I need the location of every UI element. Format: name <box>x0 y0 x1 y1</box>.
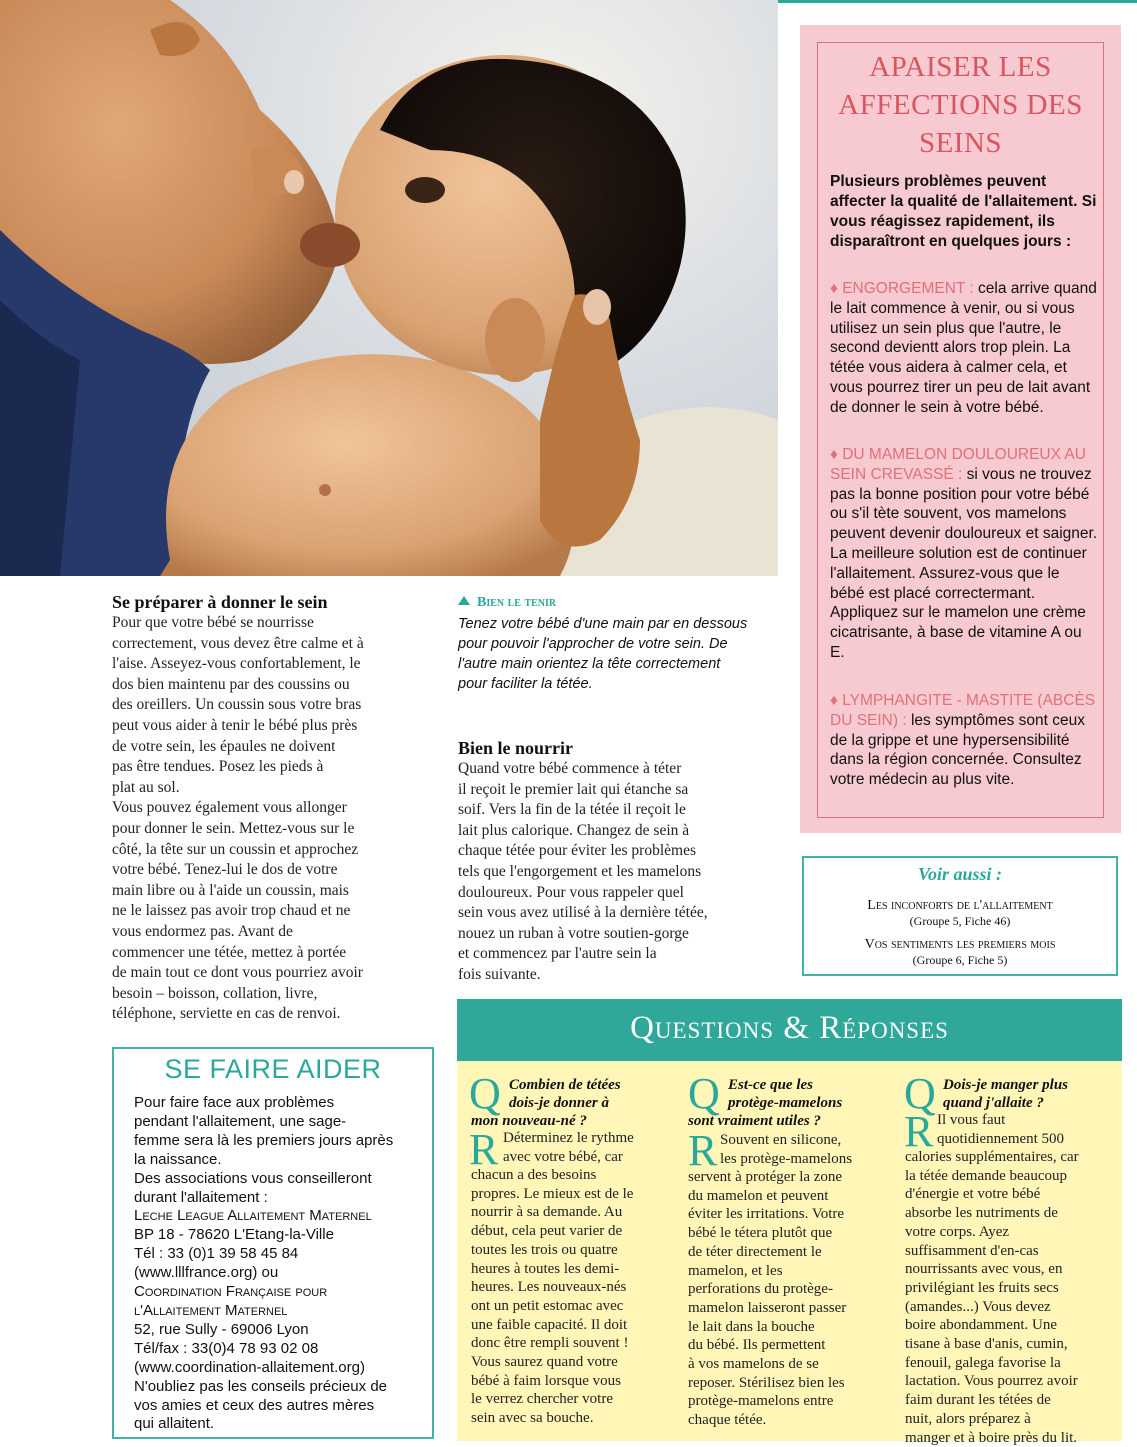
text-line: fois suivante. <box>458 965 541 983</box>
help-body <box>134 1094 424 1434</box>
text-line: donc être rempli souvent ! <box>471 1335 629 1352</box>
see-also-title: Voir aussi : <box>917 864 1003 884</box>
text-line: de téter directement le <box>688 1243 822 1260</box>
text-line: toutes les trois ou quatre <box>471 1241 618 1258</box>
website-link[interactable]: (www.lllfrance.org) ou <box>134 1264 279 1282</box>
see-also-ref: (Groupe 6, Fiche 5) <box>912 953 1008 967</box>
issue-text: si vous ne trouvez pas la bonne position pour votre bébé ou s'il tète souvent, vos mamelons peuvent devenir douloureux et saigner. La meilleure solution est de continuer l'allaitement. Assurez-vous que le bébé est placé correctermant. Appliquez sur le mamelon une crème cicatrisante, à base de vitamine A ou E. <box>830 465 1098 661</box>
text-line: la tétée demande beaucoup <box>905 1167 1067 1184</box>
text-line: propres. Le mieux est de le <box>471 1185 634 1202</box>
text-line: dos bien maintenu par des coussins ou <box>112 675 350 693</box>
issue-heading: ♦ ENGORGEMENT : <box>830 280 974 297</box>
issue-text: les symptômes sont ceux de la grippe et une hypersensibilité dans la région concernée. Consultez votre médecin au plus vite. <box>830 711 1085 789</box>
text-line: bébé le tétera plutôt que <box>688 1225 833 1242</box>
title-line: SEINS <box>918 127 1003 159</box>
qa-title: Questions & Réponses <box>630 1010 949 1046</box>
text-line: Vous pouvez également vous allonger <box>112 799 347 817</box>
text-line: chaque tétée. <box>688 1412 767 1429</box>
text-line: peut vous aider à tenir le bébé plus près <box>112 716 358 734</box>
see-also-link[interactable]: Les inconforts de l'allaitement <box>867 898 1053 913</box>
answer-text-cont <box>471 1166 676 1428</box>
question-text <box>728 1076 898 1112</box>
help-title: SE FAIRE AIDER <box>164 1054 382 1084</box>
text-line: quand j'allaite ? <box>943 1095 1044 1111</box>
breast-issues-intro: Plusieurs problèmes peuvent affecter la qualité de l'allaitement. Si vous réagissez rapidement, ils disparaîtront en quelques jours : <box>830 173 1097 250</box>
text-line: ont un petit estomac avec <box>471 1297 624 1314</box>
text-line: bébé à faim lorsque vous <box>471 1372 621 1389</box>
text-line: avec votre bébé, car <box>503 1148 623 1165</box>
text-line: début, cela peut varier de <box>471 1223 623 1240</box>
text-line: Pour que votre bébé se nourrisse <box>112 614 314 631</box>
text-line: douloureux. Pour vous rappeler quel <box>458 883 684 901</box>
text-line: le verrez chercher votre <box>471 1391 613 1408</box>
text-line: sein avec sa bouche. <box>471 1410 594 1427</box>
text-line: Il vous faut <box>937 1112 1006 1128</box>
question-letter: Q <box>688 1069 720 1118</box>
text-line: vous endormez pas. Avant de <box>112 922 293 940</box>
answer-letter: R <box>469 1125 499 1174</box>
issue-heading: ♦ DU MAMELON DOULOUREUX AU SEIN CREVASSÉ : <box>830 446 1086 483</box>
text-line: de main tout ce dont vous pourriez avoir <box>112 964 363 982</box>
text-line: pour pouvoir l'approcher de votre sein. De <box>458 636 728 652</box>
text-line: Tenez votre bébé d'une main par en dessous <box>458 616 748 632</box>
question-letter: Q <box>904 1069 936 1118</box>
association-name: Leche League Allaitement Maternel <box>134 1207 372 1225</box>
phone-number: Tél/fax : 33(0)4 78 93 02 08 <box>134 1339 319 1357</box>
title-line: AFFECTIONS DES <box>838 89 1083 121</box>
text-line: durant l'allaitement : <box>134 1188 268 1206</box>
text-line: BP 18 - 78620 L'Etang-la-Ville <box>134 1226 334 1244</box>
text-line: nouez un ruban à votre soutien-gorge <box>458 924 689 942</box>
text-line: chacun a des besoins <box>471 1167 597 1183</box>
issue-mastitis <box>830 691 1098 790</box>
text-line: boire abondamment. Une <box>905 1317 1058 1334</box>
text-line: absorbe les nutriments de <box>905 1205 1058 1222</box>
text-line: nourrir à sa demande. Au <box>471 1204 623 1221</box>
website-link[interactable]: (www.coordination-allaitement.org) <box>134 1358 365 1376</box>
text-line: heures à toutes les demi- <box>471 1260 620 1277</box>
text-line: vos amies et ceux des autres mères <box>134 1396 375 1414</box>
text-line: Vous saurez quand votre <box>471 1354 618 1371</box>
text-line: votre corps. Ayez <box>905 1223 1010 1240</box>
answer-text <box>937 1111 1112 1148</box>
text-line: protège-mamelons entre <box>688 1393 834 1410</box>
question-letter: Q <box>469 1069 501 1118</box>
text-line: privilégiant les fruits secs <box>905 1279 1059 1296</box>
text-line: tisane à base d'anis, cumin, <box>905 1336 1068 1353</box>
association-name: l'Allaitement Maternel <box>134 1301 288 1319</box>
text-line: mamelon, et les <box>688 1262 783 1279</box>
issue-text: cela arrive quand le lait commence à venir, ou si vous utilisez un sein plus que l'autre, le second devientt alors trop plein. La tétée vous aidera à calmer cela, et vous pourrez tirer un peu de lait avant de donner le sein à votre bébé. <box>830 280 1097 416</box>
text-line: Déterminez le rythme <box>503 1130 634 1146</box>
text-line: il reçoit le premier lait qui étanche sa <box>458 780 689 798</box>
text-line: nuit, alors préparez à <box>905 1410 1031 1427</box>
text-line: femme sera là les premiers jours après <box>134 1131 394 1149</box>
text-line: ne le laissez pas avoir trop chaud et ne <box>112 902 351 920</box>
text-line: côté, la tête sur un coussin et approchez <box>112 840 359 858</box>
text-line: commencer une tétée, mettez à portée <box>112 943 347 961</box>
text-line: les protège-mamelons <box>720 1150 853 1167</box>
text-line: (amandes...) Vous devez <box>905 1298 1051 1315</box>
text-line: pas être tendues. Posez les pieds à <box>112 758 324 776</box>
answer-text-cont <box>688 1168 893 1430</box>
triangle-up-icon <box>458 596 470 605</box>
text-line: Pour faire face aux problèmes <box>134 1094 335 1111</box>
text-line: tels que l'engorgement et les mamelons <box>458 862 702 880</box>
text-line: mamelon laisseront passer <box>688 1299 847 1316</box>
text-line: Quand votre bébé commence à téter <box>458 760 682 777</box>
association-name: Coordination Française pour <box>134 1283 328 1301</box>
text-line: lactation. Vous pourrez avoir <box>905 1373 1078 1390</box>
caption-title <box>458 595 556 611</box>
text-line: soif. Vers la fin de la tétée il reçoit le <box>458 801 686 819</box>
answer-letter: R <box>688 1126 718 1175</box>
text-line: pour donner le sein. Mettez-vous sur le <box>112 819 355 837</box>
text-line: manger et à boire près du lit. <box>905 1429 1078 1446</box>
text-line: correctement, vous devez être calme et à <box>112 634 364 652</box>
text-line: perforations du protège- <box>688 1281 833 1298</box>
text-line: le lait dans la bouche <box>688 1318 815 1335</box>
text-line: de votre sein, les épaules ne doivent <box>112 737 336 755</box>
text-line: téléphone, serviette en cas de renvoi. <box>112 1005 341 1023</box>
text-line: calories supplémentaires, car <box>905 1149 1079 1165</box>
text-line: votre bébé. Tenez-lui le dos de votre <box>112 861 338 879</box>
text-line: Dois-je manger plus <box>943 1077 1069 1093</box>
see-also-ref: (Groupe 5, Fiche 46) <box>909 914 1011 928</box>
issue-heading: ♦ LYMPHANGITE - MASTITE (ABCÈS DU SEIN) : <box>830 692 1096 729</box>
nourish-heading: Bien le nourrir <box>458 738 573 758</box>
text-line: N'oubliez pas les conseils précieux de <box>134 1377 388 1395</box>
text-line: d'énergie et votre bébé <box>905 1186 1041 1203</box>
text-line: dois-je donner à <box>509 1095 610 1111</box>
text-line: du mamelon et peuvent <box>688 1187 829 1204</box>
text-line: suffisamment d'en-cas <box>905 1242 1039 1259</box>
text-line: une faible capacité. Il doit <box>471 1316 628 1333</box>
text-line: Souvent en silicone, <box>720 1132 842 1148</box>
text-line: Est-ce que les <box>728 1077 813 1093</box>
text-line: heures. Les nouveaux-nés <box>471 1279 627 1296</box>
text-line: sein vous avez utilisé à la dernière tétée, <box>458 904 708 922</box>
answer-letter: R <box>904 1107 934 1156</box>
nourish-body <box>458 759 788 986</box>
caption-text <box>458 614 788 694</box>
text-line: faim durant les tétées de <box>905 1392 1051 1409</box>
answer-text <box>503 1129 678 1166</box>
text-line: chaque tétée pour éviter les problèmes <box>458 842 696 860</box>
text-line: lait plus calorique. Changez de sein à <box>458 821 690 839</box>
breast-issues-title <box>817 48 1104 162</box>
caption-title-text: Bien le tenir <box>477 595 557 610</box>
text-line: main libre ou à l'aide un coussin, mais <box>112 881 349 899</box>
phone-number: Tél : 33 (0)1 39 58 45 84 <box>134 1245 299 1263</box>
photo-illustration <box>0 0 778 576</box>
issue-engorgement <box>830 279 1098 418</box>
text-line: pendant l'allaitement, une sage- <box>134 1112 347 1130</box>
text-line: fenouil, galega favorise la <box>905 1354 1061 1371</box>
title-line: APAISER LES <box>869 51 1052 83</box>
text-line: quotidiennement 500 <box>937 1130 1065 1147</box>
text-line: éviter les irritations. Votre <box>688 1206 845 1223</box>
text-line: pour faciliter la tétée. <box>458 676 593 692</box>
text-line: des oreillers. Un coussin sous votre bras <box>112 696 362 714</box>
text-line: nourrissants avec vous, en <box>905 1261 1063 1278</box>
see-also-link[interactable]: Vos sentiments les premiers mois <box>864 937 1056 952</box>
text-line: protège-mamelons <box>728 1095 843 1111</box>
text-line: l'aise. Asseyez-vous confortablement, le <box>112 655 361 673</box>
text-line: la naissance. <box>134 1150 222 1168</box>
text-line: à vos mamelons de se <box>688 1356 819 1373</box>
question-text-cont: mon nouveau-né ? <box>471 1113 587 1129</box>
text-line: qui allaitent. <box>134 1415 215 1433</box>
text-line: reposer. Stérilisez bien les <box>688 1374 845 1391</box>
text-line: besoin – boisson, collation, livre, <box>112 984 318 1002</box>
text-line: servent à protéger la zone <box>688 1169 843 1185</box>
prepare-heading: Se préparer à donner le sein <box>112 592 328 612</box>
issue-sore-nipple <box>830 445 1098 663</box>
text-line: Combien de tétées <box>509 1077 621 1093</box>
breastfeeding-photo <box>0 0 778 576</box>
text-line: plat au sol. <box>112 778 180 796</box>
answer-text <box>720 1131 895 1168</box>
text-line: Des associations vous conseilleront <box>134 1169 372 1187</box>
question-text <box>943 1076 1113 1112</box>
text-line: l'autre main orientez la tête correctement <box>458 656 721 672</box>
prepare-body <box>112 613 442 1025</box>
text-line: et commencez par l'autre sein la <box>458 945 657 963</box>
text-line: 52, rue Sully - 69006 Lyon <box>134 1320 309 1338</box>
question-text-cont: sont vraiment utiles ? <box>688 1113 821 1129</box>
text-line: du bébé. Ils permettent <box>688 1337 826 1354</box>
question-text <box>509 1076 679 1112</box>
answer-text-cont <box>905 1148 1117 1447</box>
